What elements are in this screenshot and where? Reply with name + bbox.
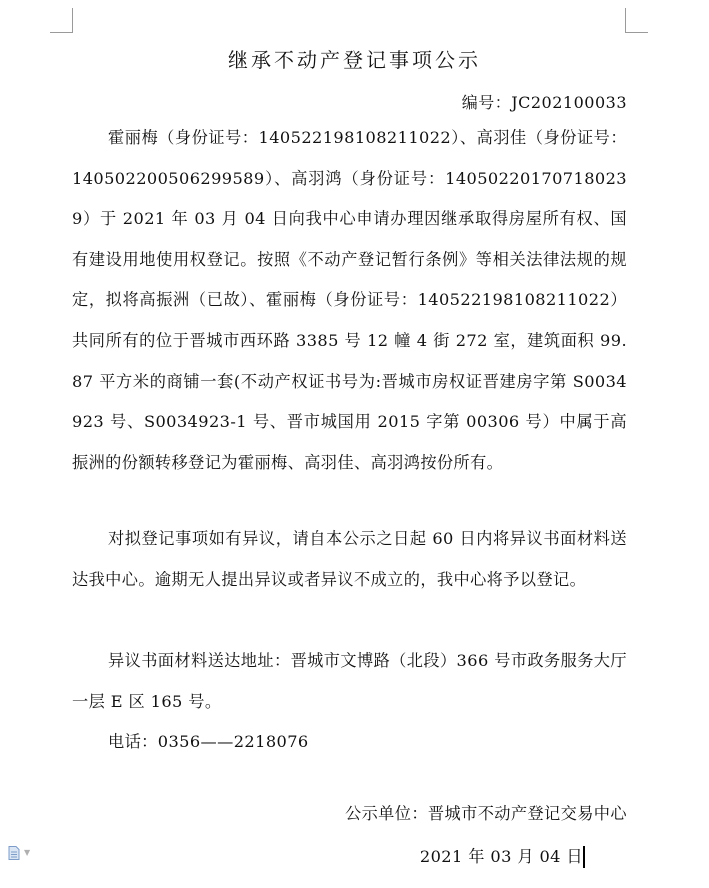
issuing-unit: 公示单位：晋城市不动产登记交易中心 [345,804,627,823]
crop-mark-top-right [625,8,648,33]
paragraph-address: 异议书面材料送达地址：晋城市文博路（北段）366 号市政务服务大厅一层 E 区 165 号。 [72,651,627,711]
paragraph-objection: 对拟登记事项如有异议，请自本公示之日起 60 日内将异议书面材料送达我中心。逾期无人提出异议或者异议不成立的，我中心将予以登记。 [72,529,627,589]
crop-mark-top-left [50,8,73,33]
paragraph-phone: 电话：0356——2218076 [108,732,309,751]
page-title: 继承不动产登记事项公示 [228,48,481,72]
text-cursor [583,846,585,868]
chevron-down-icon[interactable]: ▼ [24,848,31,857]
issue-date: 2021 年 03 月 04 日 [419,847,583,866]
document-number: 编号：JC202100033 [461,93,627,112]
document-icon[interactable] [8,846,20,860]
paragraph-application: 霍丽梅（身份证号：140522198108211022）、高羽佳（身份证号：140502200506299589）、高羽鸿（身份证号：140502201707180239）于 2021 年 03 月 04 日向我中心申请办理因继承取得房屋所有权、国有建设用地使用权登记。按照《不动产登记暂行条例》等相关法律法规的规定，拟将高振洲（已故）、霍丽梅（身份证号：140522198108211022）共同所有的位于晋城市西环路 3385 号 12 幢 4 街 272 室，建筑面积 99.87 平方米的商铺一套(不动产权证书号为:晋城市房权证晋建房字第 S0034923 号、S0034923-1 号、晋市城国用 2015 字第 00306 号）中属于高振洲的份额转移登记为霍丽梅、高羽佳、高羽鸿按份所有。 [72,128,627,472]
